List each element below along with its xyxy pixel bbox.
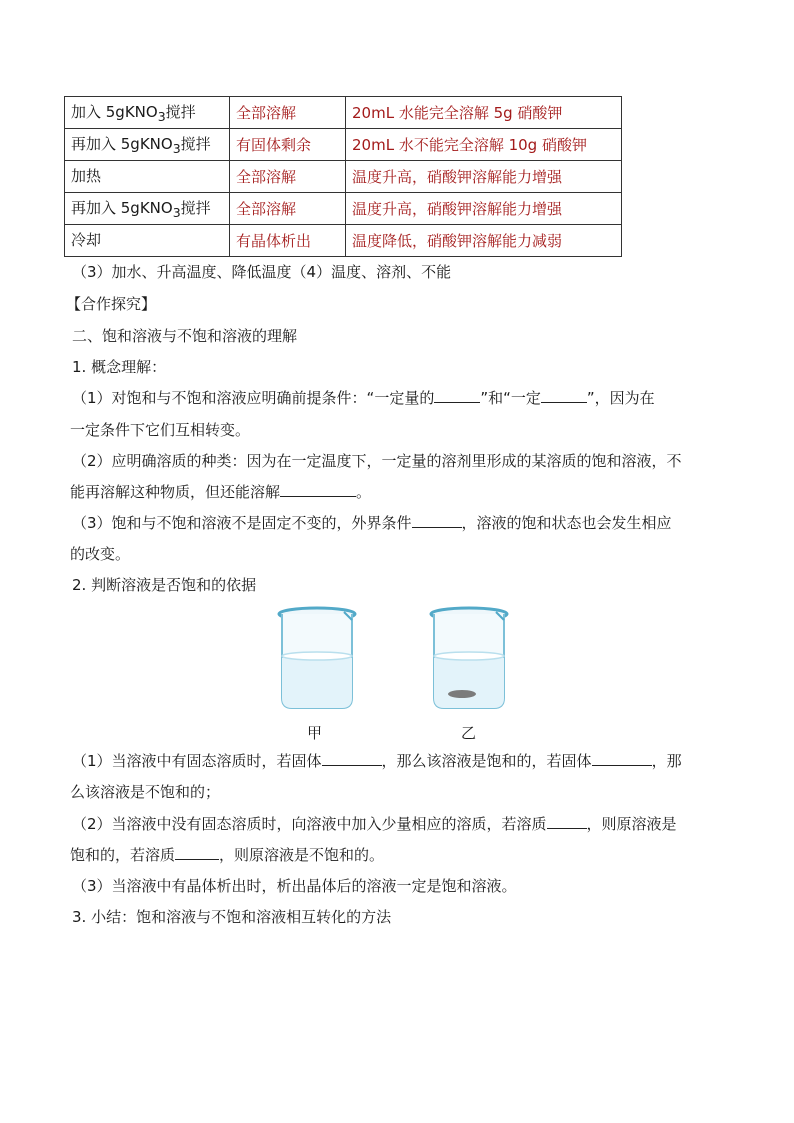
fill-blank[interactable] bbox=[541, 388, 587, 403]
operation-cell: 再加入 5gKNO$_3$搅拌 bbox=[65, 193, 230, 225]
concept-item-1-cont: 一定条件下它们互相转变。 bbox=[70, 421, 251, 439]
conclusion-cell: 20mL 水能完全溶解 5g 硝酸钾 bbox=[346, 97, 622, 129]
experiment-table bbox=[64, 96, 622, 257]
fill-blank[interactable] bbox=[175, 845, 219, 860]
judge-item-2-cont: 饱和的，若溶质 ，则原溶液是不饱和的。 bbox=[70, 846, 385, 864]
concept-item-2: （2）应明确溶质的种类：因为在一定温度下，一定量的溶剂里形成的某溶质的饱和溶液，不 bbox=[72, 452, 682, 470]
concept-item-3: （3）饱和与不饱和溶液不是固定不变的，外界条件 ，溶液的饱和状态也会发生相应 bbox=[72, 514, 672, 532]
judge-item-2: （2）当溶液中没有固态溶质时，向溶液中加入少量相应的溶质，若溶质 ，则原溶液是 bbox=[72, 815, 677, 833]
beaker-b bbox=[431, 608, 507, 708]
fill-blank[interactable] bbox=[412, 513, 462, 528]
judge-item-3: （3）当溶液中有晶体析出时，析出晶体后的溶液一定是饱和溶液。 bbox=[72, 877, 517, 895]
section-heading: 【合作探究】 bbox=[66, 295, 157, 313]
beaker-label-b: 乙 bbox=[461, 724, 477, 742]
fill-blank[interactable] bbox=[322, 751, 382, 766]
phenomenon-cell: 有晶体析出 bbox=[230, 225, 346, 257]
table-row bbox=[65, 129, 622, 161]
concept-item-3-cont: 的改变。 bbox=[70, 545, 131, 563]
operation-cell: 加入 5gKNO$_3$搅拌 bbox=[65, 97, 230, 129]
judge-item-1-cont: 么该溶液是不饱和的； bbox=[70, 783, 221, 801]
part-title: 二、饱和溶液与不饱和溶液的理解 bbox=[72, 327, 298, 345]
table-row bbox=[65, 161, 622, 193]
conclusion-cell: 温度降低，硝酸钾溶解能力减弱 bbox=[346, 225, 622, 257]
concept-title: 1. 概念理解： bbox=[72, 358, 167, 376]
phenomenon-cell: 有固体剩余 bbox=[230, 129, 346, 161]
fill-blank[interactable] bbox=[280, 482, 356, 497]
solid-residue bbox=[448, 690, 476, 698]
table-row bbox=[65, 97, 622, 129]
fill-blank[interactable] bbox=[547, 814, 587, 829]
phenomenon-cell: 全部溶解 bbox=[230, 161, 346, 193]
operation-cell: 冷却 bbox=[65, 225, 230, 257]
answer-line: （3）加水、升高温度、降低温度（4）温度、溶剂、不能 bbox=[72, 263, 452, 281]
conclusion-cell: 温度升高，硝酸钾溶解能力增强 bbox=[346, 193, 622, 225]
beaker-a bbox=[279, 608, 355, 708]
summary-title: 3. 小结：饱和溶液与不饱和溶液相互转化的方法 bbox=[72, 908, 392, 926]
conclusion-cell: 温度升高，硝酸钾溶解能力增强 bbox=[346, 161, 622, 193]
operation-cell: 加热 bbox=[65, 161, 230, 193]
fill-blank[interactable] bbox=[434, 388, 480, 403]
fill-blank[interactable] bbox=[592, 751, 652, 766]
operation-cell: 再加入 5gKNO$_3$搅拌 bbox=[65, 129, 230, 161]
judge-item-1: （1）当溶液中有固态溶质时，若固体 ，那么该溶液是饱和的，若固体 ，那 bbox=[72, 752, 682, 770]
judge-title: 2. 判断溶液是否饱和的依据 bbox=[72, 576, 257, 594]
phenomenon-cell: 全部溶解 bbox=[230, 97, 346, 129]
table-row bbox=[65, 193, 622, 225]
conclusion-cell: 20mL 水不能完全溶解 10g 硝酸钾 bbox=[346, 129, 622, 161]
concept-item-1: （1）对饱和与不饱和溶液应明确前提条件：“一定量的 ”和“一定 ”，因为在 bbox=[72, 389, 655, 407]
table-row bbox=[65, 225, 622, 257]
beaker-label-a: 甲 bbox=[307, 724, 323, 742]
phenomenon-cell: 全部溶解 bbox=[230, 193, 346, 225]
concept-item-2-cont: 能再溶解这种物质，但还能溶解 。 bbox=[70, 483, 372, 501]
